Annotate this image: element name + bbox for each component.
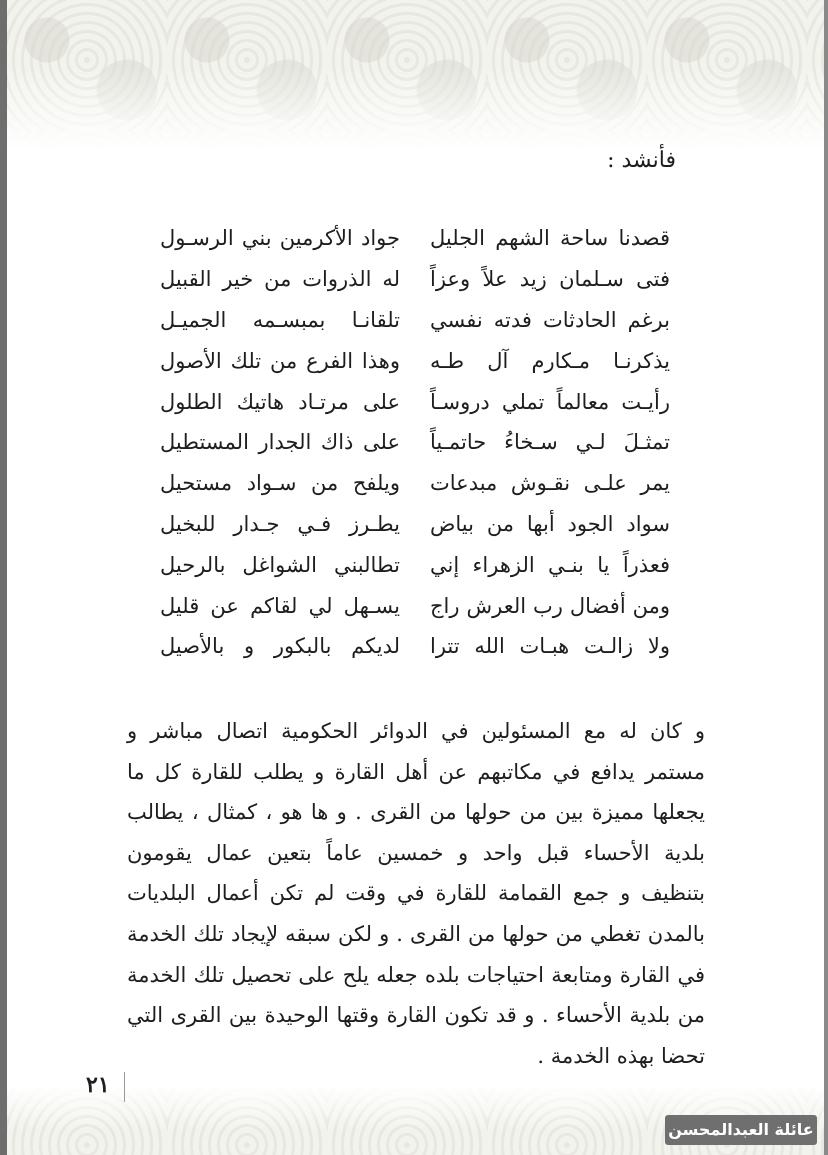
- verse-first-hemistich: سواد الجود أبها من بياض: [430, 511, 670, 536]
- verse-second-hemistich: وهذا الفرع من تلك الأصول: [160, 348, 400, 373]
- poem-verse: [160, 340, 670, 381]
- poem-verse: [160, 463, 670, 504]
- verse-second-hemistich: على ذاك الجدار المستطيل: [160, 430, 400, 455]
- verse-second-hemistich: جواد الأكرمين بني الرسـول: [160, 226, 400, 251]
- poem-verse: [160, 259, 670, 300]
- poem-verse: [160, 544, 670, 585]
- page-frame-right: [824, 0, 828, 1155]
- ornament-header: [7, 0, 824, 150]
- verse-second-hemistich: تطالبني الشواغل بالرحيل: [160, 552, 400, 577]
- verse-second-hemistich: له الذروات من خير القبيل: [160, 267, 400, 292]
- page-number-divider: [124, 1072, 125, 1102]
- verse-first-hemistich: تمثـلَ لـي سـخاءُ حاتمـياً: [430, 430, 670, 455]
- verse-first-hemistich: فعذراً يا بنـي الزهراء إني: [430, 552, 670, 577]
- poem-verse: [160, 585, 670, 626]
- verse-first-hemistich: يمر علـى نقـوش مبدعات: [430, 471, 670, 496]
- intro-line: فأنشد :: [607, 148, 676, 173]
- poem-verse: [160, 626, 670, 667]
- verse-second-hemistich: يسـهل لي لقاكم عن قليل: [160, 593, 400, 618]
- poem-verse: [160, 300, 670, 341]
- poem-verse: [160, 218, 670, 259]
- verse-second-hemistich: تلقانـا بمبسـمه الجميـل: [160, 307, 400, 332]
- verse-second-hemistich: يطـرز فـي جـدار للبخيل: [160, 511, 400, 536]
- verse-second-hemistich: على مرتـاد هاتيك الطلول: [160, 389, 400, 414]
- verse-first-hemistich: ولا زالـت هبـات الله تترا: [430, 634, 670, 659]
- body-paragraph: و كان له مع المسئولين في الدوائر الحكومية اتصال مباشر و مستمر يدافع في مكاتبهم عن أهل القارة و يطلب للقارة كل ما يجعلها مميزة بين من حولها من القرى . و ها هو ، كمثال ، يطالب بلدية الأحساء قبل واحد و خمسين عاماً بتعين عمال يقومون بتنظيف و جمع القمامة للقارة في وقت لم تكن أعمال البلديات بالمدن تغطي من حولها من القرى . و لكن سبقه لإيجاد تلك الخدمة في القارة ومتابعة احتياجات بلده جعله يلح على تحصيل تلك الخدمة من بلدية الأحساء . و قد تكون القارة وقتها الوحيدة بين القرى التي تحضا بهذه الخدمة .: [127, 719, 705, 1068]
- verse-first-hemistich: فتى سـلمان زيد علاً وعزاً: [430, 267, 670, 292]
- verse-second-hemistich: لديكم بالبكور و بالأصيل: [160, 634, 400, 659]
- watermark-badge: عائلة العبدالمحسن: [665, 1115, 817, 1145]
- poem-verse: [160, 504, 670, 545]
- page-number: ٢١: [86, 1072, 110, 1098]
- poem: [160, 218, 670, 667]
- verse-first-hemistich: قصدنا ساحة الشهم الجليل: [430, 226, 670, 251]
- poem-verse: [160, 381, 670, 422]
- verse-second-hemistich: ويلفح من سـواد مستحيل: [160, 471, 400, 496]
- page-frame-left: [0, 0, 7, 1155]
- poem-verse: [160, 422, 670, 463]
- verse-first-hemistich: ومن أفضال رب العرش راج: [430, 593, 670, 618]
- verse-first-hemistich: رأيـت معالماً تملي دروسـاً: [430, 389, 670, 414]
- verse-first-hemistich: برغم الحادثات فدته نفسي: [430, 307, 670, 332]
- verse-first-hemistich: يذكرنـا مـكارم آل طـه: [430, 348, 670, 373]
